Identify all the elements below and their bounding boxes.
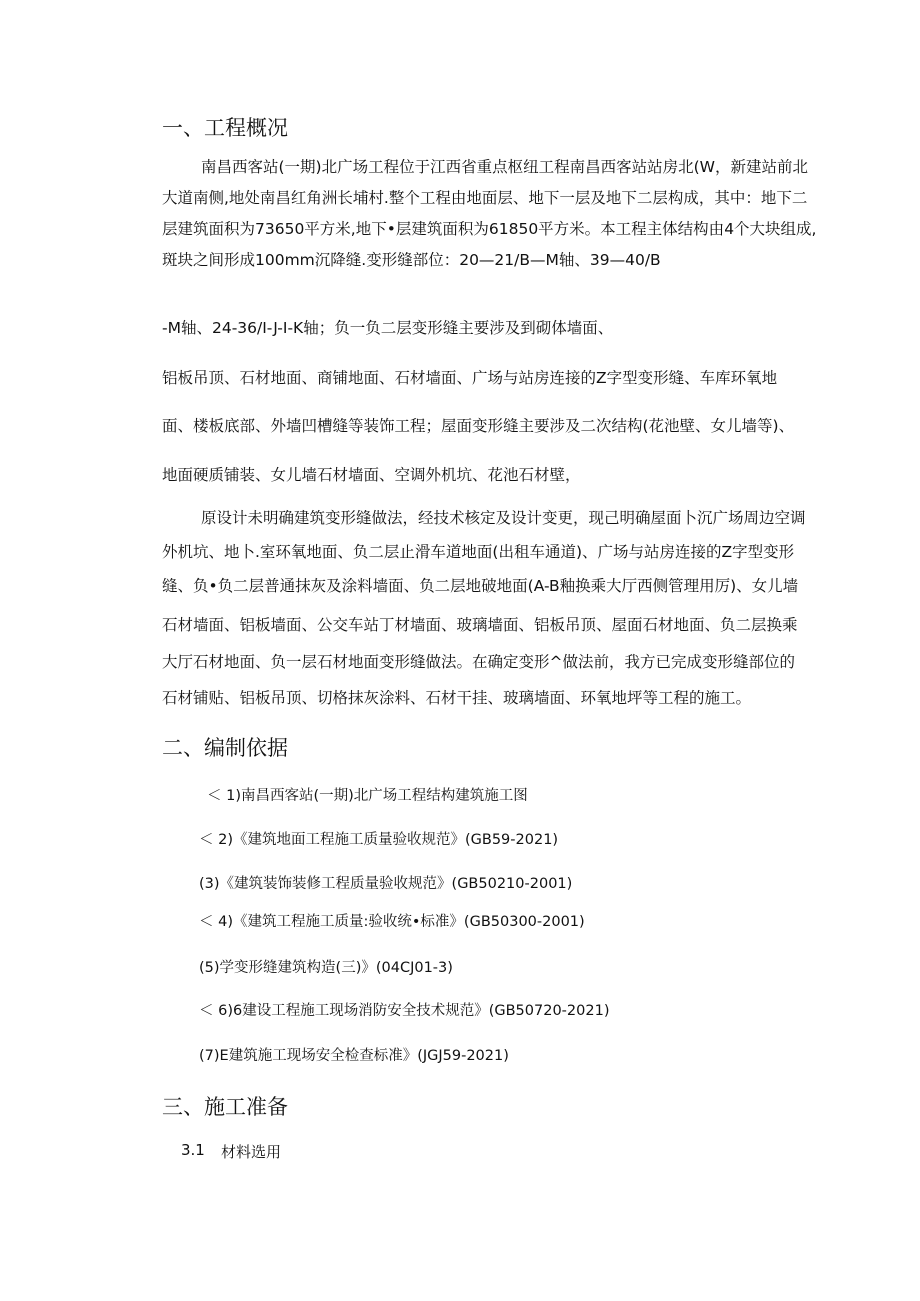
paragraph-line: 地面硬质铺装、女儿墙石材墙面、空调外机坑、花池石材壁， bbox=[162, 466, 581, 484]
section-heading-overview: 一、工程概况 bbox=[162, 116, 288, 140]
subsection-number: 3.1 bbox=[181, 1141, 205, 1159]
reference-item: (5)学变形缝建筑构造(三)》(04CJ01-3) bbox=[199, 960, 453, 976]
paragraph-line: 面、楼板底部、外墙凹槽缝等装饰工程；屋面变形缝主要涉及二次结构(花池壁、女儿墙等)、 bbox=[162, 417, 795, 435]
paragraph-line: 缝、负•负二层普通抹灰及涂料墙面、负二层地破地面(A-B釉换乘大厅西侧管理用厉)、女儿墙 bbox=[162, 577, 799, 595]
reference-item: (7)E建筑施工现场安全检查标准》(JGJ59-2021) bbox=[199, 1048, 509, 1064]
paragraph-line: 南昌西客站(一期)北广场工程位于江西省重点枢纽工程南昌西客站站房北(W，新建站前北 bbox=[201, 158, 808, 176]
paragraph-line: 外机坑、地卜.室环氧地面、负二层止滑车道地面(出租车通道)、广场与站房连接的Z字型变形 bbox=[162, 543, 795, 561]
paragraph-line: 大道南侧,地处南昌红角洲长埔村.整个工程由地面层、地下一层及地下二层构成，其中：地下二 bbox=[162, 189, 808, 207]
reference-item: ＜ 1)南昌西客站(一期)北广场工程结构建筑施工图 bbox=[207, 788, 528, 804]
reference-item: ＜ 2)《建筑地面工程施工质量验收规范》(GB59-2021) bbox=[199, 832, 559, 848]
subsection-title: 材料选用 bbox=[221, 1143, 282, 1161]
reference-item: ＜ 6)6建设工程施工现场消防安全技术规范》(GB50720-2021) bbox=[199, 1003, 610, 1019]
reference-item: ＜ 4)《建筑工程施工质量:验收统•标准》(GB50300-2001) bbox=[199, 914, 585, 930]
paragraph-line: 原设计未明确建筑变形缝做法，经技术核定及设计变更，现己明确屋面卜沉广场周边空调 bbox=[201, 509, 806, 527]
reference-item: (3)《建筑装饰装修工程质量验收规范》(GB50210-2001) bbox=[199, 876, 573, 892]
paragraph-line: 石材墙面、铝板墙面、公交车站丁材墙面、玻璃墙面、铝板吊顶、屋面石材地面、负二层换乘 bbox=[162, 616, 798, 634]
paragraph-line: 铝板吊顶、石材地面、商铺地面、石材墙面、广场与站房连接的Z字型变形缝、车库环氧地 bbox=[162, 369, 778, 387]
section-heading-basis: 二、编制依据 bbox=[162, 736, 288, 760]
paragraph-line: 层建筑面积为73650平方米,地下•层建筑面积为61850平方米。本工程主体结构由4个大块组成, bbox=[162, 220, 817, 238]
paragraph-line: 大厅石材地面、负一层石材地面变形缝做法。在确定变形^做法前，我方已完成变形缝部位的 bbox=[162, 653, 795, 671]
paragraph-line: 斑块之间形成100mm沉降缝.变形缝部位：20—21/B—M轴、39—40/B bbox=[162, 251, 661, 269]
section-heading-preparation: 三、施工准备 bbox=[162, 1095, 288, 1119]
paragraph-line: 石材铺贴、铝板吊顶、切格抹灰涂料、石材干挂、玻璃墙面、环氧地坪等工程的施工。 bbox=[162, 689, 752, 707]
paragraph-line: -M轴、24-36/I-J-I-K轴；负一负二层变形缝主要涉及到砌体墙面、 bbox=[162, 319, 614, 337]
